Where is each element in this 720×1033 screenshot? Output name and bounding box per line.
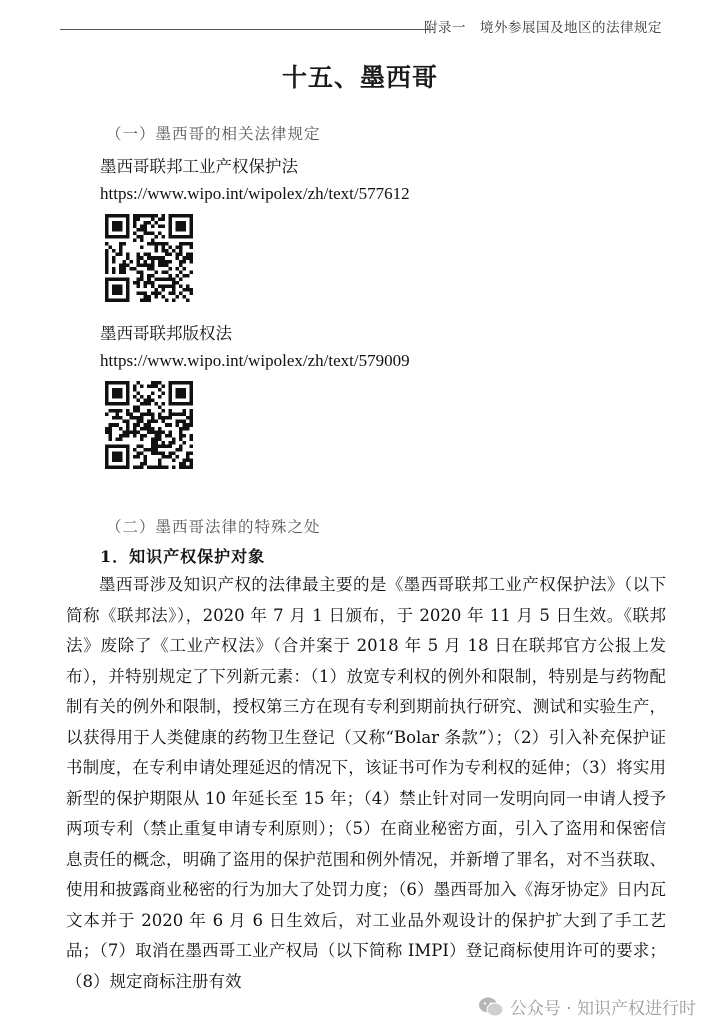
header-rule <box>60 29 434 30</box>
law-name-copyright: 墨西哥联邦版权法 <box>100 324 232 343</box>
section-heading-special: （二）墨西哥法律的特殊之处 <box>106 518 321 536</box>
running-header: 附录一 境外参展国及地区的法律规定 <box>424 20 662 36</box>
subheading-ip-objects: 1．知识产权保护对象 <box>100 547 266 566</box>
qr-code-icon[interactable] <box>101 214 197 302</box>
law-name-industrial-property: 墨西哥联邦工业产权保护法 <box>100 157 298 176</box>
qr-code-icon[interactable] <box>101 381 197 469</box>
body-paragraph: 墨西哥涉及知识产权的法律最主要的是《墨西哥联邦工业产权保护法》（以下简称《联邦法》），2020 年 7 月 1 日颁布，于 2020 年 11 月 5 日生效。《联邦法》废除了《工业产权法》（合并案于 2018 年 5 月 18 日在联邦官方公报上发布），并特别规定了下列新元素：（1）放宽专利权的例外和限制，特别是与药物配制有关的例外和限制，授权第三方在现有专利到期前执行研究、测试和实验生产，以获得用于人类健康的药物卫生登记（又称“Bolar 条款”）；（2）引入补充保护证书制度，在专利申请处理延迟的情况下，该证书可作为专利权的延伸；（3）将实用新型的保护期限从 10 年延长至 15 年；（4）禁止针对同一发明向同一申请人授予两项专利（禁止重复申请专利原则）；（5）在商业秘密方面，引入了盗用和保密信息责任的概念，明确了盗用的保护范围和例外情况，并新增了罪名，对不当获取、使用和披露商业秘密的行为加大了处罚力度；（6）墨西哥加入《海牙协定》日内瓦文本并于 2020 年 6 月 6 日生效后，对工业品外观设计的保护扩大到了手工艺品；（7）取消在墨西哥工业产权局（以下简称 IMPI）登记商标使用许可的要求；（8）规定商标注册有效 <box>66 575 666 991</box>
page-title: 十五、墨西哥 <box>281 63 438 92</box>
wechat-icon <box>478 996 504 1018</box>
watermark <box>478 994 696 1019</box>
section-heading-laws: （一）墨西哥的相关法律规定 <box>106 125 321 143</box>
law-url-industrial-property[interactable]: https://www.wipo.int/wipolex/zh/text/577612 <box>100 184 410 203</box>
law-url-copyright[interactable]: https://www.wipo.int/wipolex/zh/text/579009 <box>100 351 410 370</box>
watermark-text: 公众号 · 知识产权进行时 <box>509 999 696 1019</box>
